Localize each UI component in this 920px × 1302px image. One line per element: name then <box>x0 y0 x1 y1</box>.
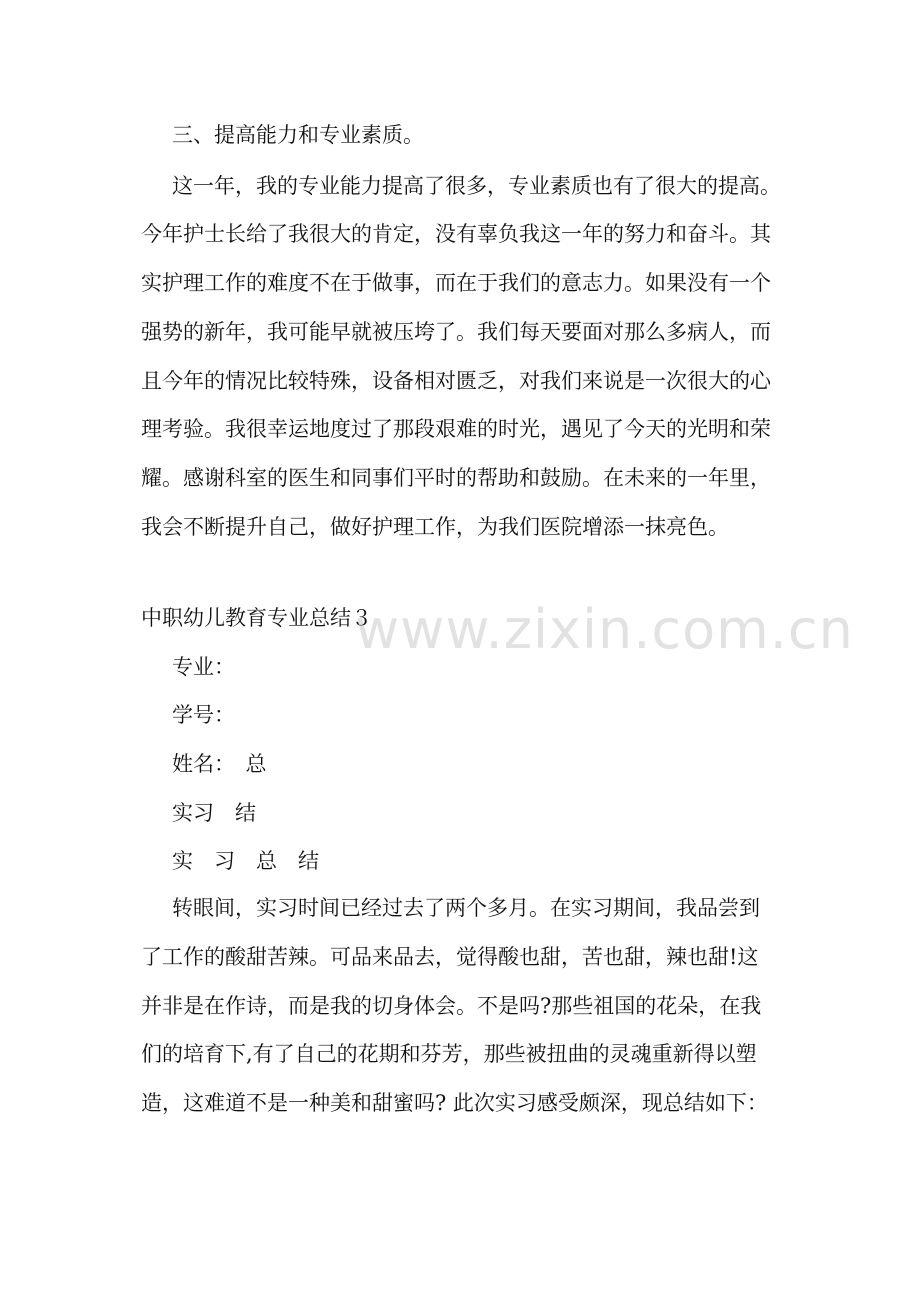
watermark: www.zixin.com.cn <box>355 598 854 661</box>
field-major: 专业： <box>172 655 235 679</box>
article-title: 中职幼儿教育专业总结３ <box>141 606 372 630</box>
paragraph-line: 了工作的酸甜苦辣。可品来品去，觉得酸也甜，苦也甜，辣也甜!这 <box>141 945 759 969</box>
paragraph-line: 今年护士长给了我很大的肯定，没有辜负我这一年的努力和奋斗。其 <box>141 222 771 246</box>
paragraph-line: 理考验。我很幸运地度过了那段艰难的时光，遇见了今天的光明和荣 <box>141 417 771 441</box>
field-name: 姓名： 总 <box>172 752 267 776</box>
paragraph-line: 这一年，我的专业能力提高了很多，专业素质也有了很大的提高。 <box>172 174 781 198</box>
paragraph-line: 们的培育下,有了自己的花期和芬芳，那些被扭曲的灵魂重新得以塑 <box>141 1042 757 1066</box>
field-internship: 实习 结 <box>172 801 256 825</box>
section-heading: 三、提高能力和专业素质。 <box>172 123 424 147</box>
paragraph-line: 且今年的情况比较特殊，设备相对匮乏，对我们来说是一次很大的心 <box>141 369 771 393</box>
paragraph-line: 转眼间，实习时间已经过去了两个多月。在实习期间，我品尝到 <box>172 896 760 920</box>
paragraph-line: 实护理工作的难度不在于做事，而在于我们的意志力。如果没有一个 <box>141 271 771 295</box>
internship-summary-heading: 实 习 总 结 <box>172 849 319 873</box>
paragraph-line: 耀。感谢科室的医生和同事们平时的帮助和鼓励。在未来的一年里， <box>141 466 771 490</box>
paragraph-line: 强势的新年，我可能早就被压垮了。我们每天要面对那么多病人，而 <box>141 320 771 344</box>
paragraph-line: 造，这难道不是一种美和甜蜜吗? 此次实习感受颇深，现总结如下： <box>141 1091 768 1115</box>
paragraph-line: 并非是在作诗，而是我的切身体会。不是吗?那些祖国的花朵，在我 <box>141 994 762 1018</box>
paragraph-line: 我会不断提升自己，做好护理工作，为我们医院增添一抹亮色。 <box>141 515 729 539</box>
field-student-id: 学号： <box>172 703 235 727</box>
